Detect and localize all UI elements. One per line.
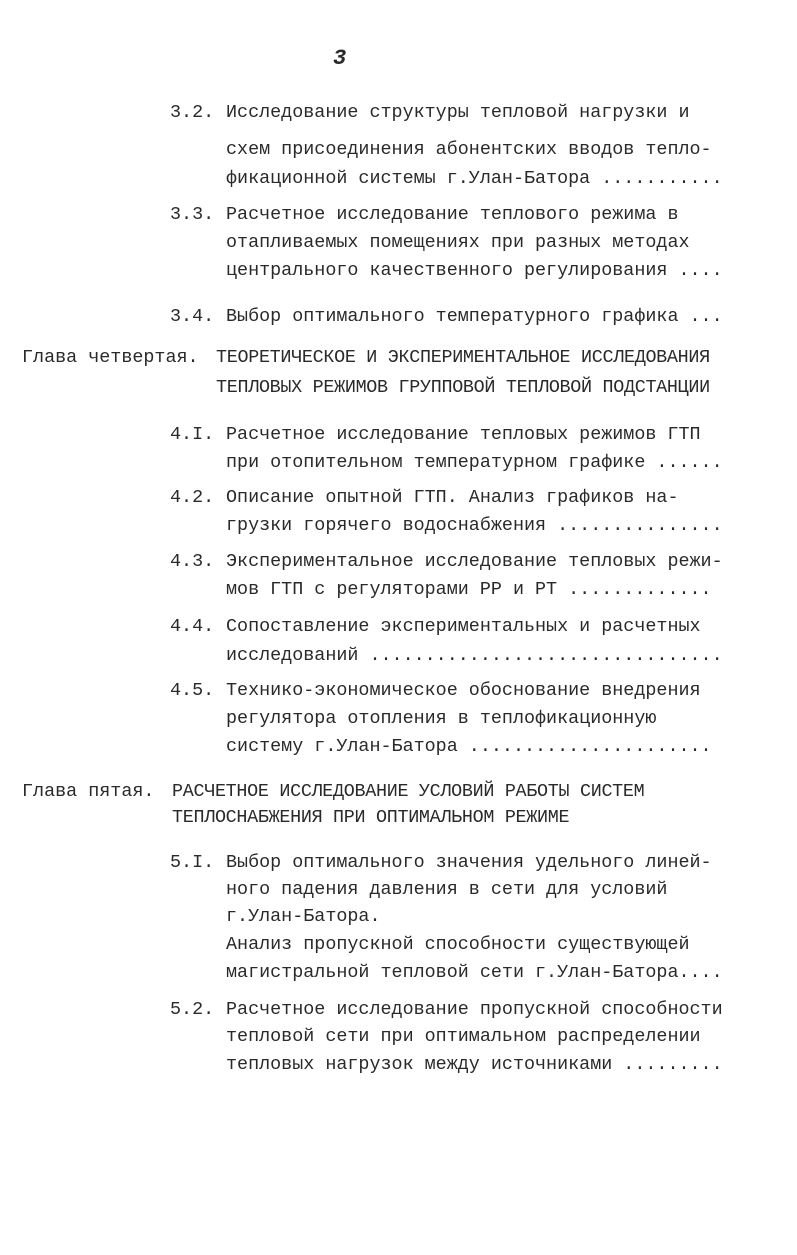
entry-line: мов ГТП с регуляторами РР и РТ .............: [226, 579, 712, 600]
entry-number: 5.2.: [170, 999, 215, 1020]
entry-line: тепловых нагрузок между источниками .........: [226, 1054, 723, 1075]
entry-number: 5.I.: [170, 852, 215, 873]
entry-line: исследований ................................: [226, 645, 723, 666]
entry-line: отапливаемых помещениях при разных методах: [226, 232, 690, 253]
entry-line: Выбор оптимального температурного графика ...: [226, 306, 723, 327]
entry-number: 4.I.: [170, 424, 215, 445]
entry-line: Выбор оптимального значения удельного линей-: [226, 852, 712, 873]
entry-number: 3.2.: [170, 102, 215, 123]
entry-number: 4.4.: [170, 616, 215, 637]
entry-line: Расчетное исследование пропускной способности: [226, 999, 723, 1020]
chapter-title-line: ТЕПЛОВЫХ РЕЖИМОВ ГРУППОВОЙ ТЕПЛОВОЙ ПОДСТАНЦИИ: [216, 377, 710, 398]
entry-line: Исследование структуры тепловой нагрузки и: [226, 102, 690, 123]
entry-line: систему г.Улан-Батора ......................: [226, 736, 712, 757]
entry-line: фикационной системы г.Улан-Батора ...........: [226, 168, 723, 189]
chapter-title-line: ТЕПЛОСНАБЖЕНИЯ ПРИ ОПТИМАЛЬНОМ РЕЖИМЕ: [172, 807, 570, 828]
chapter-label: Глава четвертая.: [22, 347, 199, 368]
entry-line: Описание опытной ГТП. Анализ графиков на-: [226, 487, 679, 508]
entry-line: тепловой сети при оптимальном распределении: [226, 1026, 701, 1047]
entry-line: Расчетное исследование теплового режима в: [226, 204, 679, 225]
entry-line: Анализ пропускной способности существующей: [226, 934, 690, 955]
entry-line: Сопоставление экспериментальных и расчетных: [226, 616, 701, 637]
entry-line: магистральной тепловой сети г.Улан-Батора....: [226, 962, 723, 983]
entry-number: 3.4.: [170, 306, 215, 327]
entry-line: регулятора отопления в теплофикационную: [226, 708, 657, 729]
entry-line: грузки горячего водоснабжения ...............: [226, 515, 723, 536]
entry-line: Экспериментальное исследование тепловых режи-: [226, 551, 723, 572]
entry-number: 4.5.: [170, 680, 215, 701]
chapter-title-line: РАСЧЕТНОЕ ИССЛЕДОВАНИЕ УСЛОВИЙ РАБОТЫ СИСТЕМ: [172, 781, 645, 802]
entry-line: ного падения давления в сети для условий: [226, 879, 668, 900]
entry-number: 3.3.: [170, 204, 215, 225]
chapter-title-line: ТЕОРЕТИЧЕСКОЕ И ЭКСПЕРИМЕНТАЛЬНОЕ ИССЛЕДОВАНИЯ: [216, 347, 710, 368]
entry-number: 4.3.: [170, 551, 215, 572]
entry-line: Технико-экономическое обоснование внедрения: [226, 680, 701, 701]
entry-line: г.Улан-Батора.: [226, 906, 381, 927]
entry-line: схем присоединения абонентских вводов тепло-: [226, 139, 712, 160]
chapter-label: Глава пятая.: [22, 781, 155, 802]
entry-line: центрального качественного регулирования ....: [226, 260, 723, 281]
entry-line: при отопительном температурном графике ......: [226, 452, 723, 473]
entry-number: 4.2.: [170, 487, 215, 508]
entry-line: Расчетное исследование тепловых режимов ГТП: [226, 424, 701, 445]
page-number: 3: [333, 46, 347, 71]
